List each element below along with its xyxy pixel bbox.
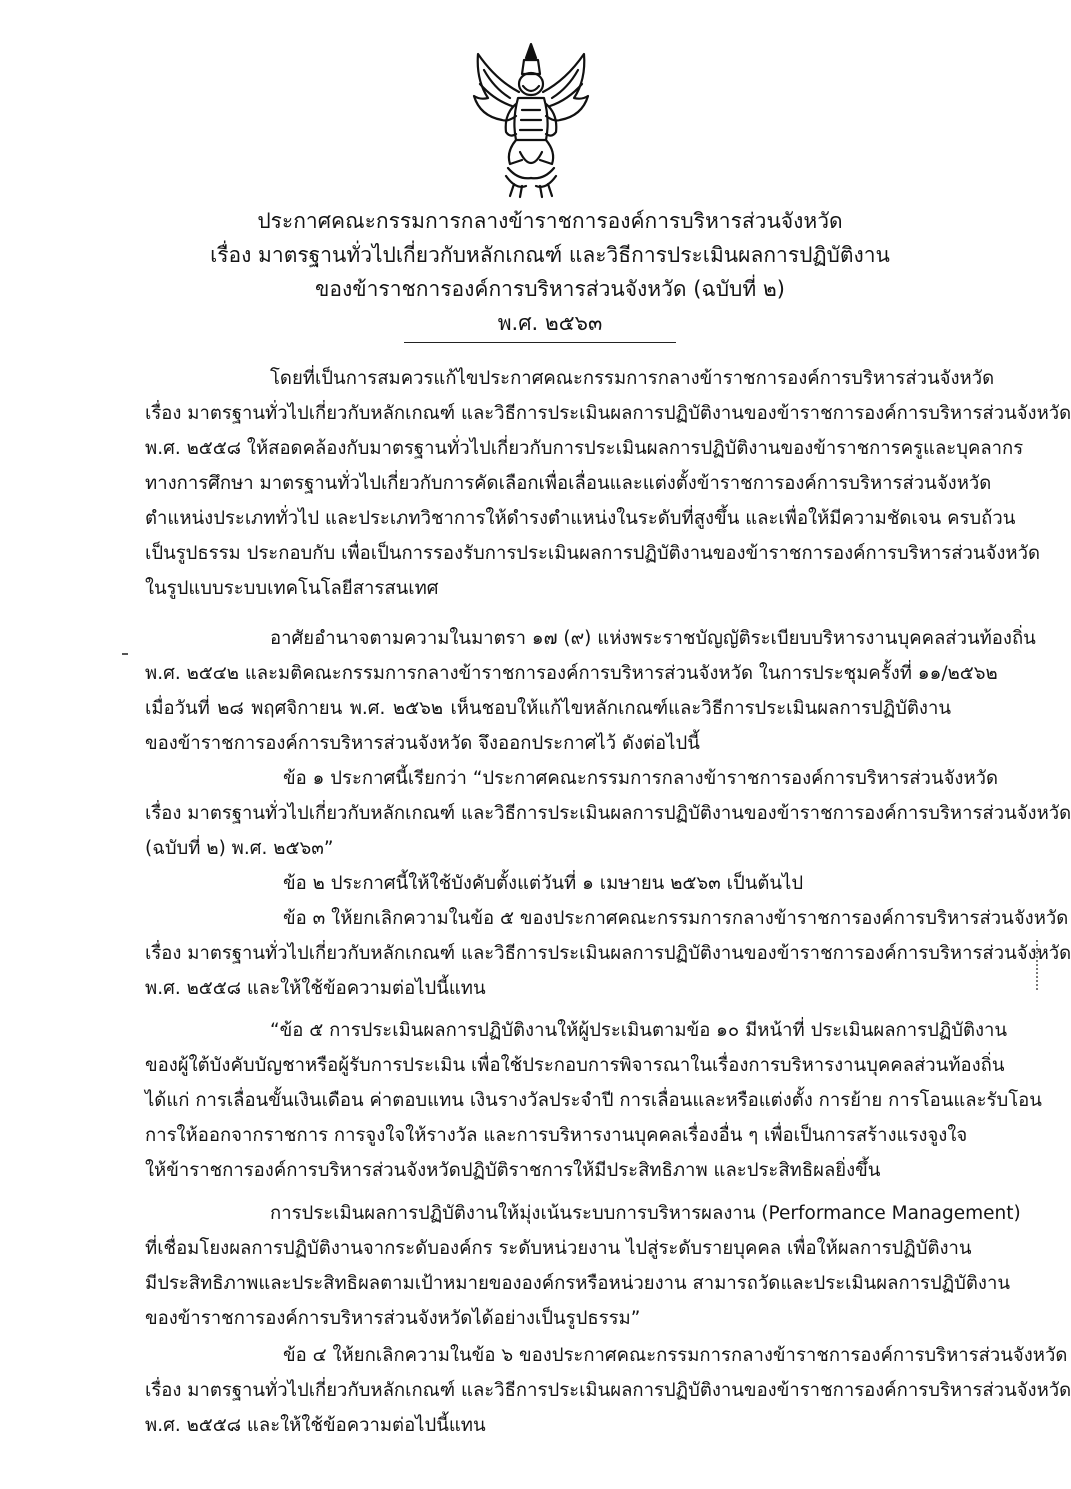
clause-5-text-line: การให้ออกจากราชการ การจูงใจให้รางวัล และการบริหารงานบุคคลเรื่องอื่น ๆ เพื่อเป็นการสร้างแรงจูงใจ [145, 1125, 968, 1146]
announcement-subject: เรื่อง มาตรฐานทั่วไปเกี่ยวกับหลักเกณฑ์ และวิธีการประเมินผลการปฏิบัติงาน [210, 243, 890, 267]
scan-mark [122, 653, 128, 655]
clause-3-line: เรื่อง มาตรฐานทั่วไปเกี่ยวกับหลักเกณฑ์ และวิธีการประเมินผลการปฏิบัติงานของข้าราชการองค์การบริหารส่วนจังหวัด [145, 943, 1071, 964]
clause-4-line: ข้อ ๔ ให้ยกเลิกความในข้อ ๖ ของประกาศคณะกรรมการกลางข้าราชการองค์การบริหารส่วนจังหวัด [283, 1345, 1068, 1366]
clause-4-line: พ.ศ. ๒๕๕๘ และให้ใช้ข้อความต่อไปนี้แทน [145, 1415, 486, 1436]
clause-3-line: ข้อ ๓ ให้ยกเลิกความในข้อ ๕ ของประกาศคณะกรรมการกลางข้าราชการองค์การบริหารส่วนจังหวัด [283, 908, 1069, 929]
announcement-year: พ.ศ. ๒๕๖๓ [497, 311, 603, 335]
body-line: พ.ศ. ๒๕๔๒ และมติคณะกรรมการกลางข้าราชการองค์การบริหารส่วนจังหวัด ในการประชุมครั้งที่ ๑๑/๒๕๖๒ [145, 663, 998, 684]
garuda-emblem-icon [466, 40, 596, 200]
clause-5-text-line: ของข้าราชการองค์การบริหารส่วนจังหวัดได้อย่างเป็นรูปธรรม” [145, 1308, 641, 1329]
body-line: เมื่อวันที่ ๒๘ พฤศจิกายน พ.ศ. ๒๕๖๒ เห็นชอบให้แก้ไขหลักเกณฑ์และวิธีการประเมินผลการปฏิบัติงาน [145, 698, 951, 719]
clause-5-text-line: การประเมินผลการปฏิบัติงานให้มุ่งเน้นระบบการบริหารผลงาน (Performance Management) [270, 1203, 1021, 1224]
scan-edge-marks [1036, 940, 1042, 990]
body-line: ของข้าราชการองค์การบริหารส่วนจังหวัด จึงออกประกาศไว้ ดังต่อไปนี้ [145, 733, 700, 754]
announcement-title: ประกาศคณะกรรมการกลางข้าราชการองค์การบริหารส่วนจังหวัด [257, 209, 843, 233]
body-line: ตำแหน่งประเภททั่วไป และประเภทวิชาการให้ดำรงตำแหน่งในระดับที่สูงขึ้น และเพื่อให้มีความชัดเจน ครบถ้วน [145, 508, 1016, 529]
clause-3-line: พ.ศ. ๒๕๕๘ และให้ใช้ข้อความต่อไปนี้แทน [145, 978, 486, 999]
clause-5-text-line: ที่เชื่อมโยงผลการปฏิบัติงานจากระดับองค์กร ระดับหน่วยงาน ไปสู่ระดับรายบุคคล เพื่อให้ผลการปฏิบัติงาน [145, 1238, 972, 1259]
clause-5-text-line: ให้ข้าราชการองค์การบริหารส่วนจังหวัดปฏิบัติราชการให้มีประสิทธิภาพ และประสิทธิผลยิ่งขึ้น [145, 1160, 881, 1181]
clause-4-line: เรื่อง มาตรฐานทั่วไปเกี่ยวกับหลักเกณฑ์ และวิธีการประเมินผลการปฏิบัติงานของข้าราชการองค์การบริหารส่วนจังหวัด [145, 1380, 1071, 1401]
title-divider [404, 342, 676, 343]
body-line: ทางการศึกษา มาตรฐานทั่วไปเกี่ยวกับการคัดเลือกเพื่อเลื่อนและแต่งตั้งข้าราชการองค์การบริหารส่วนจังหวัด [145, 473, 992, 494]
clause-1-line: ข้อ ๑ ประกาศนี้เรียกว่า “ประกาศคณะกรรมการกลางข้าราชการองค์การบริหารส่วนจังหวัด [283, 768, 999, 789]
clause-1-line: เรื่อง มาตรฐานทั่วไปเกี่ยวกับหลักเกณฑ์ และวิธีการประเมินผลการปฏิบัติงานของข้าราชการองค์การบริหารส่วนจังหวัด [145, 803, 1071, 824]
clause-2-line: ข้อ ๒ ประกาศนี้ให้ใช้บังคับตั้งแต่วันที่ ๑ เมษายน ๒๕๖๓ เป็นต้นไป [283, 873, 804, 894]
clause-5-text-line: ได้แก่ การเลื่อนขั้นเงินเดือน ค่าตอบแทน เงินรางวัลประจำปี การเลื่อนและหรือแต่งตั้ง การย้าย การโอนและรับโอน [145, 1090, 1042, 1111]
announcement-subject-continued: ของข้าราชการองค์การบริหารส่วนจังหวัด (ฉบับที่ ๒) [315, 277, 785, 301]
clause-5-text-line: ของผู้ใต้บังคับบัญชาหรือผู้รับการประเมิน เพื่อใช้ประกอบการพิจารณาในเรื่องการบริหารงานบุคคลส่วนท้องถิ่น [145, 1055, 1005, 1076]
body-line: ในรูปแบบระบบเทคโนโลยีสารสนเทศ [145, 578, 439, 599]
clause-5-text-line: “ข้อ ๕ การประเมินผลการปฏิบัติงานให้ผู้ประเมินตามข้อ ๑๐ มีหน้าที่ ประเมินผลการปฏิบัติงาน [270, 1020, 1008, 1041]
body-line: เป็นรูปธรรม ประกอบกับ เพื่อเป็นการรองรับการประเมินผลการปฏิบัติงานของข้าราชการองค์การบริหารส่วนจังหวัด [145, 543, 1041, 564]
clause-5-text-line: มีประสิทธิภาพและประสิทธิผลตามเป้าหมายขององค์กรหรือหน่วยงาน สามารถวัดและประเมินผลการปฏิบัติงาน [145, 1273, 1010, 1294]
body-line: อาศัยอำนาจตามความในมาตรา ๑๗ (๙) แห่งพระราชบัญญัติระเบียบบริหารงานบุคคลส่วนท้องถิ่น [270, 628, 1036, 649]
body-line: พ.ศ. ๒๕๕๘ ให้สอดคล้องกับมาตรฐานทั่วไปเกี่ยวกับการประเมินผลการปฏิบัติงานของข้าราชการครูและบุคลากร [145, 438, 1024, 459]
body-line: เรื่อง มาตรฐานทั่วไปเกี่ยวกับหลักเกณฑ์ และวิธีการประเมินผลการปฏิบัติงานของข้าราชการองค์การบริหารส่วนจังหวัด [145, 403, 1071, 424]
clause-1-line: (ฉบับที่ ๒) พ.ศ. ๒๕๖๓” [145, 838, 334, 859]
body-line: โดยที่เป็นการสมควรแก้ไขประกาศคณะกรรมการกลางข้าราชการองค์การบริหารส่วนจังหวัด [270, 368, 995, 389]
